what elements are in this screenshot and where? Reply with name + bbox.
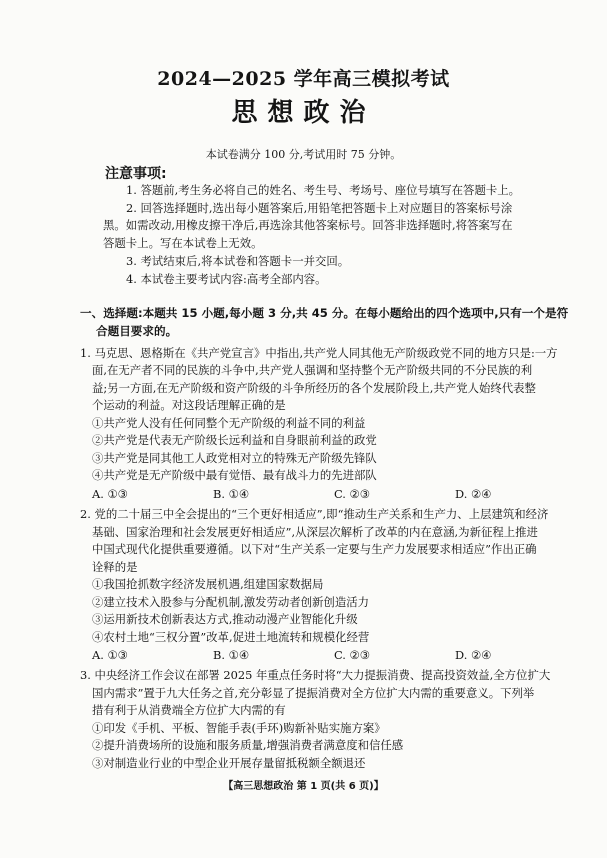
q2-option-b: B. ①④ [213,648,250,662]
q1-option-b: B. ①④ [213,487,250,501]
q1-statement: ③共产党是同其他工人政党相对立的特殊无产阶级先锋队 [92,451,377,465]
q3-stem: 措有利于从消费端全方位扩大内需的有 [92,703,286,717]
q1-option-c: C. ②③ [334,487,370,501]
q2-option-d: D. ②④ [455,648,492,662]
q1-stem: 益;另一方面,在无产阶级和资产阶级的斗争所经历的各个发展阶段上,共产党人始终代表整 [92,381,536,395]
q2-statement: ②建立技术入股参与分配机制,激发劳动者创新创造活力 [92,595,369,609]
q2-stem: 2. 党的二十届三中全会提出的“三个更好相适应”,即“推动生产关系和生产力、上层建筑和经济 [80,507,549,521]
q3-stem: 3. 中央经济工作会议在部署 2025 年重点任务时将“大力提振消费、提高投资效益,全方位扩大 [80,668,551,682]
q2-stem: 诠释的是 [92,560,138,574]
q2-stem: 基础、国家治理和社会发展更好相适应”,从深层次解析了改革的内在意涵,为新征程上推进 [92,525,538,539]
q2-stem: 中国式现代化提供重要遵循。以下对“生产关系一定要与生产力发展要求相适应”作出正确 [92,542,537,556]
q3-statement: ①印发《手机、平板、智能手表(手环)购新补贴实施方案》 [92,721,386,735]
q2-option-a: A. ①③ [92,648,128,662]
q1-stem: 个运动的利益。对这段话理解正确的是 [92,398,286,412]
notice-line: 3. 考试结束后,将本试卷和答题卡一并交回。 [126,254,350,268]
section-heading: 一、选择题:本题共 15 小题,每小题 3 分,共 45 分。在每小题给出的四个选项中,只有一个是符 [80,306,569,320]
q3-stem: 国内需求”置于九大任务之首,充分彰显了提振消费对全方位扩大内需的重要意义。下列举 [92,686,535,700]
notices-heading: 注意事项: [105,166,167,182]
notice-line: 答题卡上。写在本试卷上无效。 [103,236,263,250]
subject-title: 思想政治 [231,98,376,128]
q2-statement: ③运用新技术创新表达方式,推动动漫产业智能化升级 [92,612,358,626]
page-footer: 【高三思想政治 第 1 页(共 6 页)】 [223,781,384,792]
q1-statement: ②共产党是代表无产阶级长远利益和自身眼前利益的政党 [92,433,377,447]
q1-stem: 1. 马克思、恩格斯在《共产党宣言》中指出,共产党人同其他无产阶级政党不同的地方只是:一方 [80,346,558,360]
notice-line: 2. 回答选择题时,选出每小题答案后,用铅笔把答题卡上对应题目的答案标号涂 [126,201,513,215]
notice-line: 黑。如需改动,用橡皮擦干净后,再选涂其他答案标号。回答非选择题时,将答案写在 [103,218,513,232]
q3-statement: ②提升消费场所的设施和服务质量,增强消费者满意度和信任感 [92,738,404,752]
q1-statement: ①共产党人没有任何同整个无产阶级的利益不同的利益 [92,416,366,430]
q1-option-d: D. ②④ [455,487,492,501]
notice-line: 4. 本试卷主要考试内容:高考全部内容。 [126,272,327,286]
q2-statement: ①我国抢抓数字经济发展机遇,组建国家数据局 [92,577,324,591]
q2-statement: ④农村土地“三权分置”改革,促进土地流转和规模化经营 [92,630,370,644]
notice-line: 1. 答题前,考生务必将自己的姓名、考生号、考场号、座位号填写在答题卡上。 [126,183,521,197]
exam-title: 2024—2025 学年高三模拟考试 [157,68,450,90]
exam-note: 本试卷满分 100 分,考试用时 75 分钟。 [205,148,402,161]
section-heading-cont: 合题目要求的。 [96,324,178,338]
q2-option-c: C. ②③ [334,648,370,662]
q1-option-a: A. ①③ [92,487,128,501]
q3-statement: ③对制造业行业的中型企业开展存量留抵税额全额退还 [92,756,366,770]
q1-statement: ④共产党是无产阶级中最有觉悟、最有战斗力的先进部队 [92,468,377,482]
q1-stem: 面,在无产者不同的民族的斗争中,共产党人强调和坚持整个无产阶级共同的不分民族的利 [92,363,533,377]
